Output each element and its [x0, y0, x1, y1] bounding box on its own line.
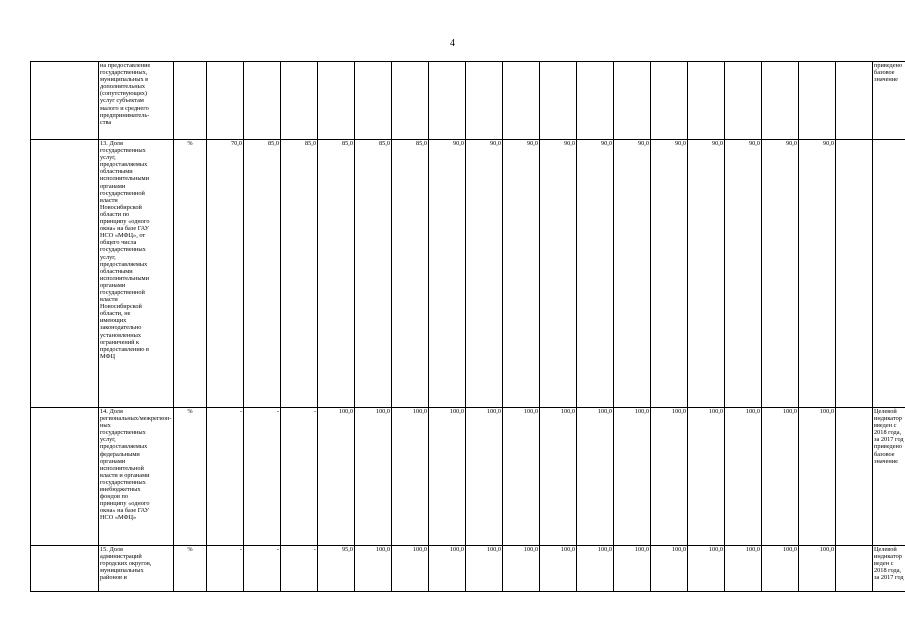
value-cell [392, 62, 429, 140]
table-row [31, 140, 905, 408]
value-cell [725, 62, 762, 140]
value-cell: 85,0 [355, 140, 392, 408]
blank-cell [31, 408, 99, 546]
value-cell: 100,0 [614, 408, 651, 546]
unit-cell: % [174, 546, 207, 592]
value-cell: 90,0 [540, 140, 577, 408]
table-row [31, 546, 905, 592]
table-row [31, 62, 905, 140]
value-cell [207, 62, 244, 140]
value-cell: 100,0 [651, 408, 688, 546]
value-cell: 90,0 [688, 140, 725, 408]
value-cell [836, 408, 873, 546]
value-cell: 100,0 [318, 408, 355, 546]
value-cell: 90,0 [503, 140, 540, 408]
value-cell: 70,0 [207, 140, 244, 408]
value-cell [614, 62, 651, 140]
value-cell: 100,0 [429, 546, 466, 592]
value-cell [651, 62, 688, 140]
value-cell [466, 62, 503, 140]
value-cell [688, 62, 725, 140]
value-cell: 90,0 [429, 140, 466, 408]
value-cell: - [244, 546, 281, 592]
value-cell: 100,0 [540, 546, 577, 592]
value-cell [836, 546, 873, 592]
value-cell [577, 62, 614, 140]
value-cell [836, 140, 873, 408]
value-cell: 85,0 [244, 140, 281, 408]
value-cell: 85,0 [318, 140, 355, 408]
value-cell: 100,0 [651, 546, 688, 592]
indicator-name: 13. Доля государственных услуг, предоставляемых областными исполнительными органами государственной власти Новосибирской области по принципу «одного окна» на базе ГАУ НСО «МФЦ», от общего числа государственных услуг, предоставляемых областными исполнительными органами государственной власти Новосибирской области, не имеющих законодательно установленных ограничений к предоставлению в МФЦ [99, 140, 174, 408]
value-cell: 100,0 [503, 546, 540, 592]
value-cell: 95,0 [318, 546, 355, 592]
value-cell: - [281, 546, 318, 592]
value-cell: 100,0 [688, 408, 725, 546]
value-cell [281, 62, 318, 140]
value-cell: 100,0 [762, 408, 799, 546]
unit-cell [174, 62, 207, 140]
value-cell: - [207, 546, 244, 592]
value-cell: 90,0 [614, 140, 651, 408]
value-cell [429, 62, 466, 140]
value-cell: 100,0 [577, 546, 614, 592]
value-cell: 100,0 [614, 546, 651, 592]
value-cell: 100,0 [725, 546, 762, 592]
indicator-name: на предоставление государственных, муниципальных в дополнительных (сопутствующих) услуг субъектам малого и среднего предприниматель- ства [99, 62, 174, 140]
value-cell [836, 62, 873, 140]
value-cell: 100,0 [466, 408, 503, 546]
value-cell: 100,0 [392, 546, 429, 592]
value-cell: 100,0 [355, 408, 392, 546]
value-cell [503, 62, 540, 140]
value-cell [318, 62, 355, 140]
page-number: 4 [450, 38, 455, 49]
value-cell [799, 62, 836, 140]
value-cell: 85,0 [392, 140, 429, 408]
value-cell: 100,0 [688, 546, 725, 592]
value-cell: 100,0 [392, 408, 429, 546]
value-cell: 100,0 [725, 408, 762, 546]
value-cell: 100,0 [503, 408, 540, 546]
value-cell: 90,0 [762, 140, 799, 408]
blank-cell [31, 546, 99, 592]
value-cell [244, 62, 281, 140]
value-cell: 100,0 [577, 408, 614, 546]
table-row [31, 408, 905, 546]
note-cell: приведено базовое значение [873, 62, 905, 140]
value-cell: 100,0 [355, 546, 392, 592]
unit-cell: % [174, 140, 207, 408]
unit-cell: % [174, 408, 207, 546]
value-cell: 100,0 [429, 408, 466, 546]
indicator-table [30, 61, 905, 592]
indicator-name: 14. Доля региональных/межрегион- ных государственных услуг, предоставляемых федеральными органами исполнительной власти и органами государственных внебюджетных фондов по принципу «одного окна» на базе ГАУ НСО «МФЦ» [99, 408, 174, 546]
value-cell: 90,0 [725, 140, 762, 408]
value-cell [355, 62, 392, 140]
value-cell: 100,0 [540, 408, 577, 546]
value-cell: 100,0 [799, 408, 836, 546]
blank-cell [31, 140, 99, 408]
value-cell: - [281, 408, 318, 546]
value-cell: 100,0 [466, 546, 503, 592]
value-cell: 90,0 [577, 140, 614, 408]
value-cell: - [207, 408, 244, 546]
value-cell [762, 62, 799, 140]
value-cell: 100,0 [762, 546, 799, 592]
blank-cell [31, 62, 99, 140]
note-cell: Целевой индикатор введен с 2018 года, за 2017 год приведено базовое значение [873, 408, 905, 546]
note-cell: Целевой индикатор веден с 2018 года, за 2017 год [873, 546, 905, 592]
indicator-name: 15. Доля администраций городских округов, муниципальных районов и [99, 546, 174, 592]
value-cell: 90,0 [799, 140, 836, 408]
value-cell: 90,0 [651, 140, 688, 408]
value-cell: - [244, 408, 281, 546]
value-cell: 90,0 [466, 140, 503, 408]
value-cell: 100,0 [799, 546, 836, 592]
note-cell [873, 140, 905, 408]
value-cell [540, 62, 577, 140]
value-cell: 85,0 [281, 140, 318, 408]
